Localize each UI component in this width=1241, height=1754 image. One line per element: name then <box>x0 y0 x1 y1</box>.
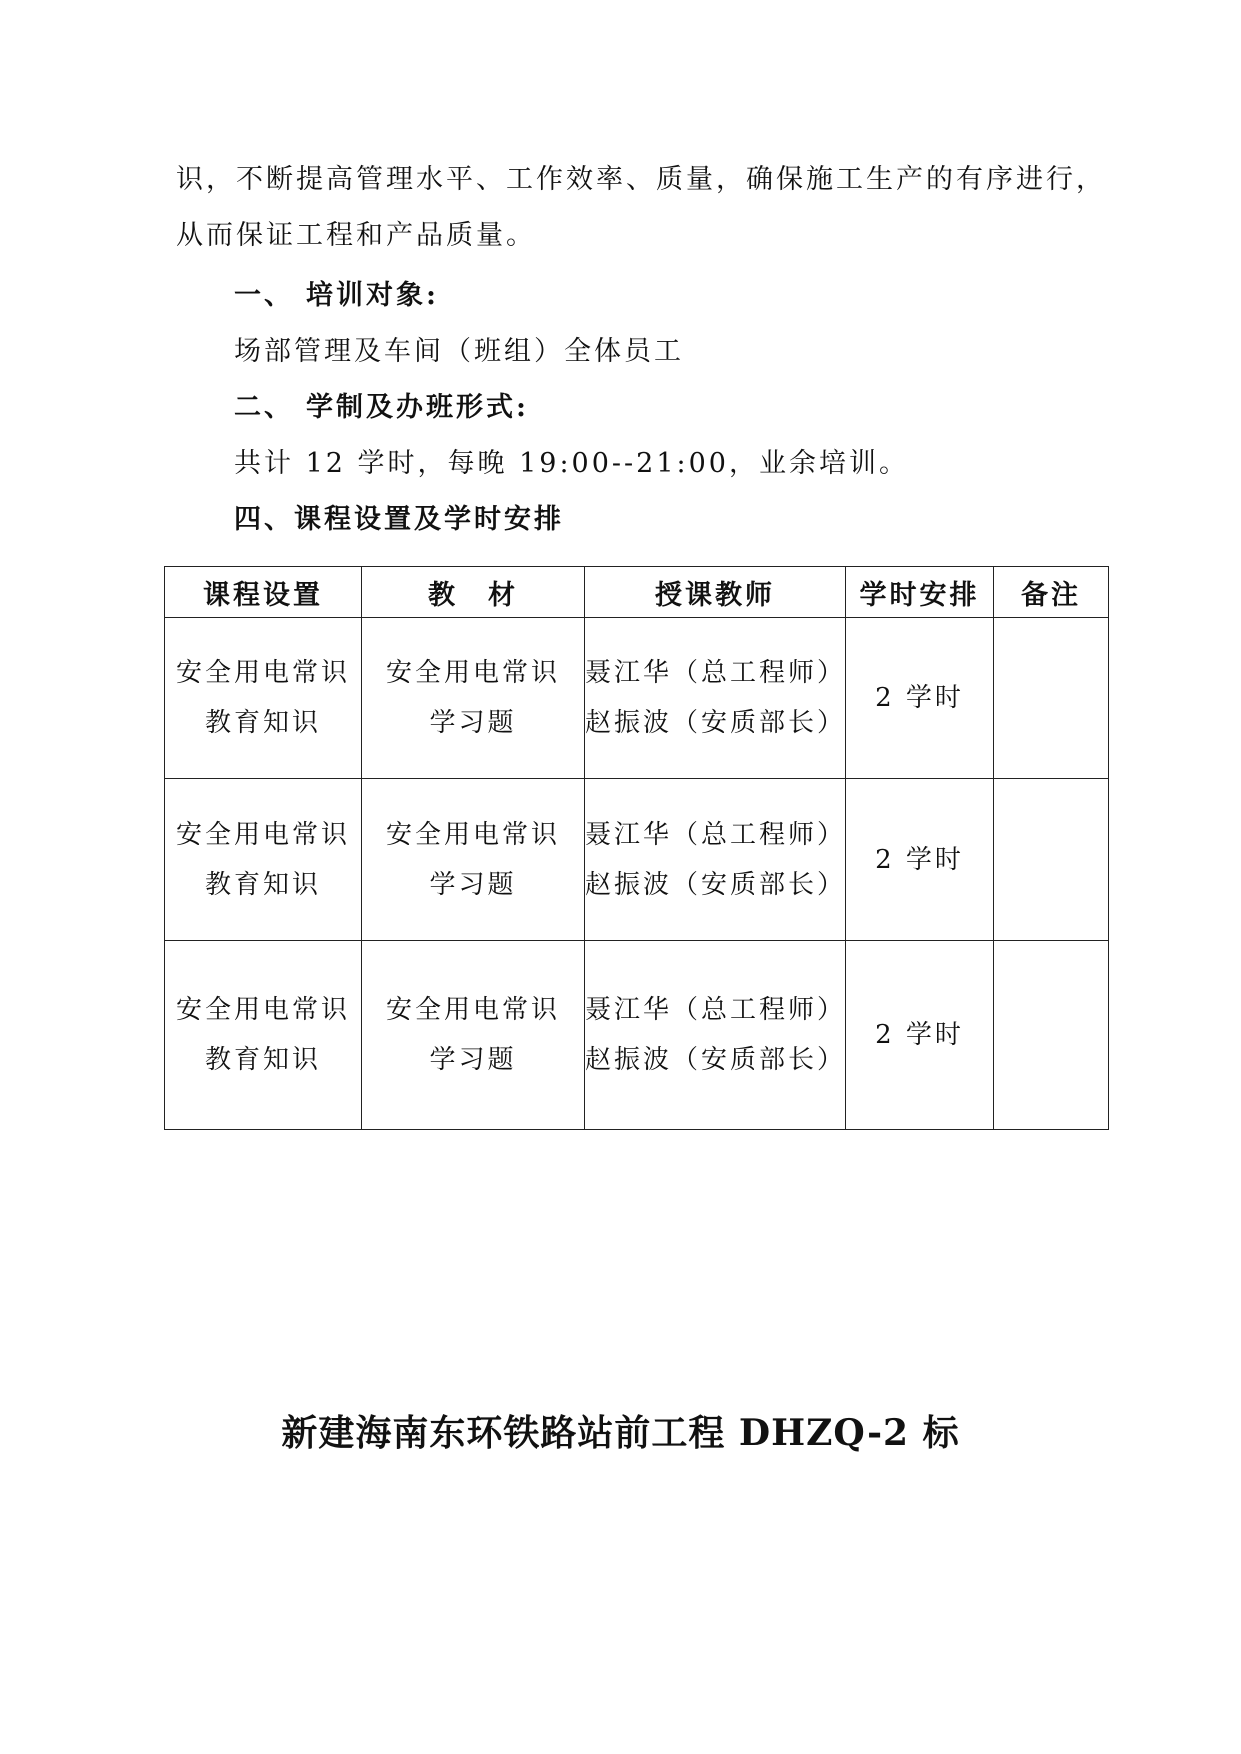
section-4-heading: 四、课程设置及学时安排 <box>234 504 564 535</box>
material-line: 安全用电常识 <box>385 995 560 1025</box>
teacher-line: 聂江华（总工程师） <box>585 658 847 688</box>
course-line: 教育知识 <box>204 708 321 738</box>
section-1-number: 一、 <box>234 280 294 311</box>
header-material: 教 材 <box>362 567 585 618</box>
material-line: 安全用电常识 <box>385 658 560 688</box>
teacher-cell <box>585 618 846 779</box>
section-2-heading <box>234 390 529 426</box>
note-cell <box>994 779 1109 941</box>
section-1-title: 培训对象: <box>306 280 439 311</box>
table-header-row <box>165 567 1109 618</box>
course-line: 安全用电常识 <box>175 995 350 1025</box>
course-line: 教育知识 <box>204 869 321 900</box>
course-line: 安全用电常识 <box>175 819 350 850</box>
course-line: 教育知识 <box>204 1045 321 1075</box>
note-cell <box>994 941 1109 1130</box>
material-cell <box>362 941 585 1130</box>
header-teacher: 授课教师 <box>585 567 846 618</box>
material-cell <box>362 618 585 779</box>
teacher-line: 聂江华（总工程师） <box>585 819 847 850</box>
hours-cell: 2 学时 <box>846 941 994 1130</box>
section-1-body: 场部管理及车间（班组）全体员工 <box>234 336 684 367</box>
section-2-title: 学制及办班形式: <box>306 392 529 423</box>
material-line: 学习题 <box>429 869 517 900</box>
course-line: 安全用电常识 <box>175 658 350 688</box>
teacher-cell <box>585 941 846 1130</box>
course-cell <box>165 618 362 779</box>
course-cell <box>165 941 362 1130</box>
note-cell <box>994 618 1109 779</box>
teacher-line: 聂江华（总工程师） <box>585 995 847 1025</box>
material-line: 学习题 <box>429 708 517 738</box>
material-line: 学习题 <box>429 1045 517 1075</box>
table-row <box>165 779 1109 941</box>
section-1-heading <box>234 278 439 314</box>
section-2-number: 二、 <box>234 392 294 423</box>
hours-cell: 2 学时 <box>846 618 994 779</box>
section-2-body: 共计 12 学时，每晚 19:00--21:00，业余培训。 <box>234 448 909 479</box>
hours-cell: 2 学时 <box>846 779 994 941</box>
teacher-cell <box>585 779 846 941</box>
material-line: 安全用电常识 <box>385 819 560 850</box>
teacher-line: 赵振波（安质部长） <box>585 708 847 738</box>
header-hours: 学时安排 <box>846 567 994 618</box>
intro-line-2: 从而保证工程和产品质量。 <box>176 220 536 251</box>
footer-project-title: 新建海南东环铁路站前工程 DHZQ-2 标 <box>281 1412 960 1454</box>
teacher-line: 赵振波（安质部长） <box>585 869 847 900</box>
intro-line-1: 识，不断提高管理水平、工作效率、质量，确保施工生产的有序进行， <box>176 164 1106 195</box>
course-schedule-table <box>164 566 1109 1130</box>
table-row <box>165 941 1109 1130</box>
header-course: 课程设置 <box>165 567 362 618</box>
course-cell <box>165 779 362 941</box>
material-cell <box>362 779 585 941</box>
table-row <box>165 618 1109 779</box>
header-note: 备注 <box>994 567 1109 618</box>
teacher-line: 赵振波（安质部长） <box>585 1045 847 1075</box>
